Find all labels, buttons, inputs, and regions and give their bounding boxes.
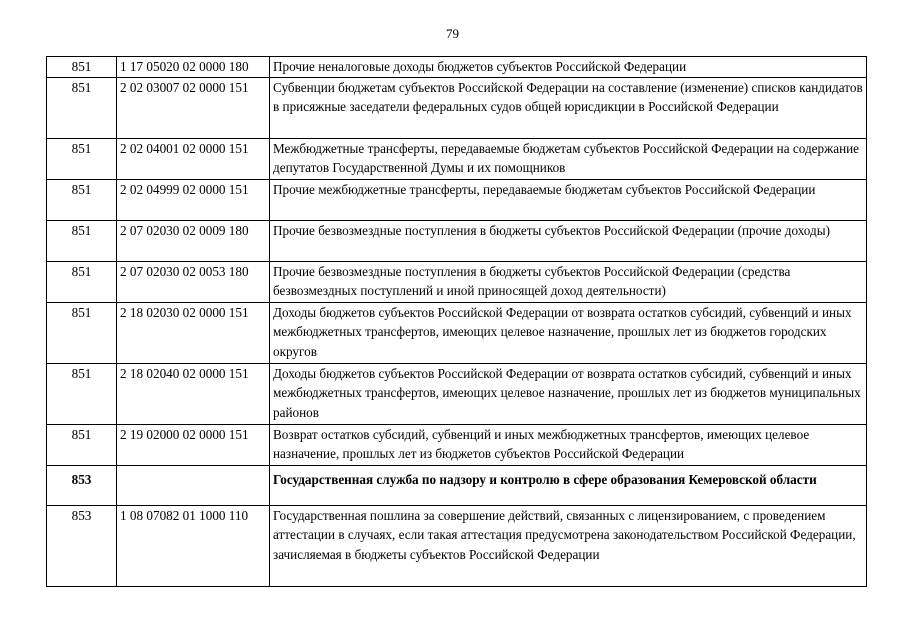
page-number: 79 bbox=[446, 26, 459, 41]
budget-code-cell: 2 02 04999 02 0000 151 bbox=[117, 179, 270, 220]
revenue-name-cell: Прочие безвозмездные поступления в бюджеты субъектов Российской Федерации (средства безвозмездных поступлений и иной приносящей доход деятельности) bbox=[270, 261, 867, 302]
budget-code-cell: 2 02 03007 02 0000 151 bbox=[117, 77, 270, 138]
revenue-name-cell: Государственная служба по надзору и контролю в сфере образования Кемеровской области bbox=[270, 465, 867, 505]
table-row bbox=[47, 261, 867, 302]
table-row bbox=[47, 465, 867, 505]
table-body bbox=[47, 57, 867, 587]
table-row bbox=[47, 424, 867, 465]
revenue-name-cell: Доходы бюджетов субъектов Российской Федерации от возврата остатков субсидий, субвенций и иных межбюджетных трансфертов, имеющих целевое назначение, прошлых лет из бюджетов муниципальных районов bbox=[270, 363, 867, 424]
admin-code-cell: 853 bbox=[47, 505, 117, 586]
admin-code-cell: 851 bbox=[47, 57, 117, 78]
admin-code-cell: 851 bbox=[47, 363, 117, 424]
admin-code-cell: 851 bbox=[47, 302, 117, 363]
admin-code-cell: 851 bbox=[47, 424, 117, 465]
table-row bbox=[47, 220, 867, 261]
table-row bbox=[47, 179, 867, 220]
budget-code-cell: 1 17 05020 02 0000 180 bbox=[117, 57, 270, 78]
table-row bbox=[47, 363, 867, 424]
revenue-name-cell: Прочие безвозмездные поступления в бюджеты субъектов Российской Федерации (прочие доходы) bbox=[270, 220, 867, 261]
table-row bbox=[47, 138, 867, 179]
table-row bbox=[47, 77, 867, 138]
revenue-name-cell: Межбюджетные трансферты, передаваемые бюджетам субъектов Российской Федерации на содержание депутатов Государственной Думы и их помощников bbox=[270, 138, 867, 179]
admin-code-cell: 851 bbox=[47, 179, 117, 220]
budget-code-cell: 2 19 02000 02 0000 151 bbox=[117, 424, 270, 465]
revenue-name-cell: Прочие неналоговые доходы бюджетов субъектов Российской Федерации bbox=[270, 57, 867, 78]
admin-code-cell: 851 bbox=[47, 261, 117, 302]
budget-code-cell: 2 07 02030 02 0009 180 bbox=[117, 220, 270, 261]
revenue-name-cell: Возврат остатков субсидий, субвенций и иных межбюджетных трансфертов, имеющих целевое назначение, прошлых лет из бюджетов субъектов Российской Федерации bbox=[270, 424, 867, 465]
budget-code-cell: 1 08 07082 01 1000 110 bbox=[117, 505, 270, 586]
table-row bbox=[47, 505, 867, 586]
revenue-name-cell: Доходы бюджетов субъектов Российской Федерации от возврата остатков субсидий, субвенций и иных межбюджетных трансфертов, имеющих целевое назначение, прошлых лет из бюджетов городских округов bbox=[270, 302, 867, 363]
revenue-name-cell: Прочие межбюджетные трансферты, передаваемые бюджетам субъектов Российской Федерации bbox=[270, 179, 867, 220]
budget-code-cell: 2 18 02040 02 0000 151 bbox=[117, 363, 270, 424]
admin-code-cell: 853 bbox=[47, 465, 117, 505]
admin-code-cell: 851 bbox=[47, 220, 117, 261]
budget-code-cell bbox=[117, 465, 270, 505]
revenue-name-cell: Субвенции бюджетам субъектов Российской Федерации на составление (изменение) списков кандидатов в присяжные заседатели федеральных судов общей юрисдикции в Российской Федерации bbox=[270, 77, 867, 138]
budget-code-cell: 2 18 02030 02 0000 151 bbox=[117, 302, 270, 363]
revenue-name-cell: Государственная пошлина за совершение действий, связанных с лицензированием, с проведением аттестации в случаях, если такая аттестация предусмотрена законодательством Российской Федерации, зачисляемая в бюджеты субъектов Российской Федерации bbox=[270, 505, 867, 586]
revenue-codes-table bbox=[46, 56, 867, 587]
admin-code-cell: 851 bbox=[47, 77, 117, 138]
admin-code-cell: 851 bbox=[47, 138, 117, 179]
budget-code-cell: 2 02 04001 02 0000 151 bbox=[117, 138, 270, 179]
table-row bbox=[47, 57, 867, 78]
budget-code-cell: 2 07 02030 02 0053 180 bbox=[117, 261, 270, 302]
table-row bbox=[47, 302, 867, 363]
